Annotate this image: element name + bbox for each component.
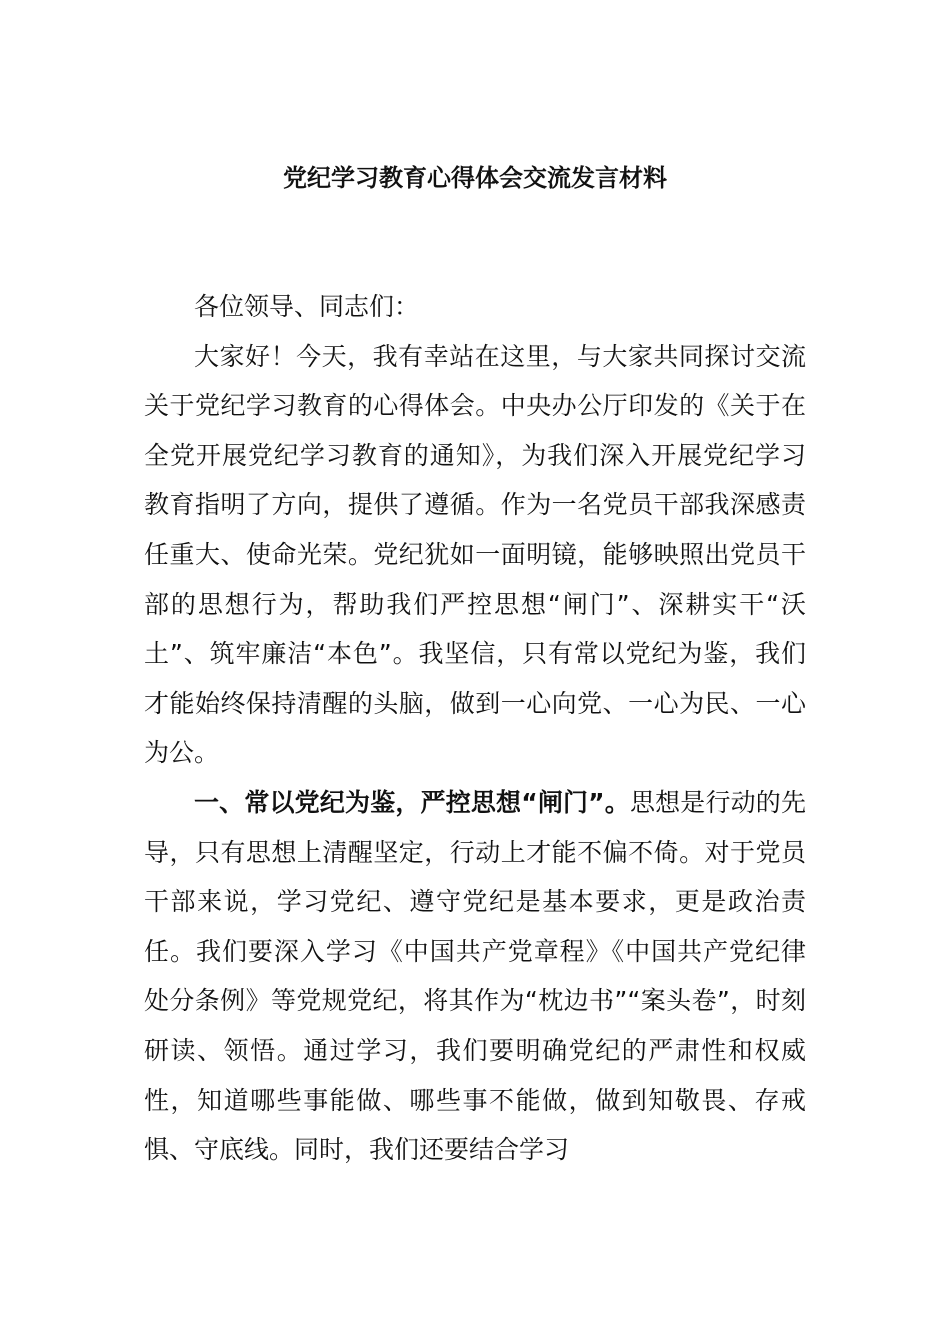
document-body	[144, 282, 806, 1175]
paragraph-intro: 大家好！今天，我有幸站在这里，与大家共同探讨交流关于党纪学习教育的心得体会。中央办公厅印发的《关于在全党开展党纪学习教育的通知》，为我们深入开展党纪学习教育指明了方向，提供了遵循。作为一名党员干部我深感责任重大、使命光荣。党纪犹如一面明镜，能够映照出党员干部的思想行为，帮助我们严控思想“闸门”、深耕实干“沃土”、筑牢廉洁“本色”。我坚信，只有常以党纪为鉴，我们才能始终保持清醒的头脑，做到一心向党、一心为民、一心为公。	[144, 341, 806, 768]
section-1-text: 思想是行动的先导，只有思想上清醒坚定，行动上才能不偏不倚。对于党员干部来说，学习党纪、遵守党纪是基本要求，更是政治责任。我们要深入学习《中国共产党章程》《中国共产党纪律处分条例》等党规党纪，将其作为“枕边书”“案头卷”，时刻研读、领悟。通过学习，我们要明确党纪的严肃性和权威性，知道哪些事能做、哪些事不能做，做到知敬畏、存戒惧、守底线。同时，我们还要结合学习	[144, 787, 806, 1165]
paragraph-section-1	[144, 778, 806, 1175]
document-title: 党纪学习教育心得体会交流发言材料	[283, 164, 667, 192]
salutation: 各位领导、同志们：	[194, 292, 420, 321]
section-1-heading: 一、常以党纪为鉴，严控思想“闸门”。	[194, 787, 630, 817]
